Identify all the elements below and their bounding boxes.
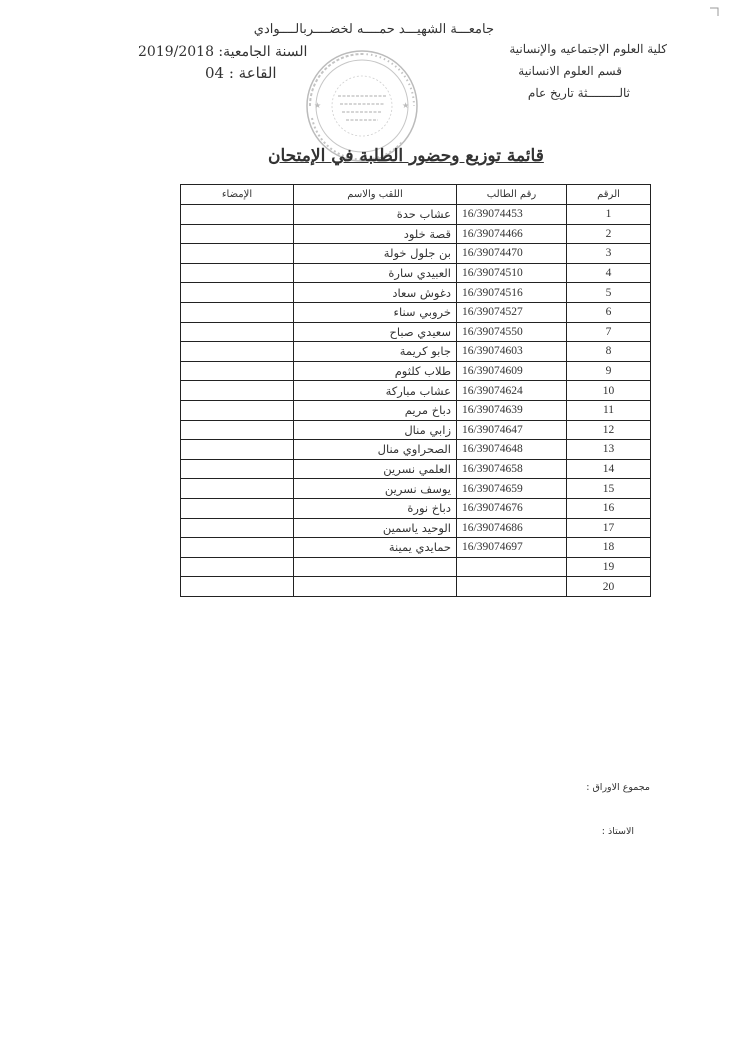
signature-cell (181, 577, 294, 597)
student-name: الوحيد ياسمين (294, 518, 457, 538)
student-name: دغوش سعاد (294, 283, 457, 303)
student-id: 16/39074466 (457, 224, 567, 244)
row-number: 20 (567, 577, 651, 597)
column-header-student-id: رقم الطالب (457, 185, 567, 205)
student-name (294, 577, 457, 597)
student-name: العبيدي سارة (294, 263, 457, 283)
student-name: حمايدي يمينة (294, 538, 457, 558)
row-number: 8 (567, 342, 651, 362)
signature-cell (181, 459, 294, 479)
table-row (181, 479, 651, 499)
table-row (181, 283, 651, 303)
table-row (181, 205, 651, 225)
student-id: 16/39074624 (457, 381, 567, 401)
signature-cell (181, 302, 294, 322)
student-name: عشاب حدة (294, 205, 457, 225)
student-id: 16/39074697 (457, 538, 567, 558)
table-row (181, 244, 651, 264)
signature-cell (181, 283, 294, 303)
signature-cell (181, 361, 294, 381)
table-row (181, 263, 651, 283)
table-row (181, 577, 651, 597)
signature-cell (181, 498, 294, 518)
student-id: 16/39074659 (457, 479, 567, 499)
department-name: قسم العلوم الانسانية (518, 64, 622, 78)
row-number: 4 (567, 263, 651, 283)
student-name: قصة خلود (294, 224, 457, 244)
student-name: دباخ نورة (294, 498, 457, 518)
student-id: 16/39074648 (457, 440, 567, 460)
signature-cell (181, 518, 294, 538)
row-number: 15 (567, 479, 651, 499)
student-id (457, 577, 567, 597)
signature-cell (181, 538, 294, 558)
row-number: 11 (567, 400, 651, 420)
student-id: 16/39074639 (457, 400, 567, 420)
total-papers-label: مجموع الاوراق : (586, 782, 650, 793)
student-name: بن جلول خولة (294, 244, 457, 264)
student-name: دباخ مريم (294, 400, 457, 420)
svg-text:★: ★ (314, 101, 322, 110)
row-number: 13 (567, 440, 651, 460)
student-id: 16/39074647 (457, 420, 567, 440)
student-id: 16/39074516 (457, 283, 567, 303)
student-name: طلاب كلثوم (294, 361, 457, 381)
student-id: 16/39074453 (457, 205, 567, 225)
row-number: 7 (567, 322, 651, 342)
exam-room: القاعة : 04 (205, 64, 277, 82)
student-id (457, 557, 567, 577)
student-id: 16/39074510 (457, 263, 567, 283)
student-name: خروبي سناء (294, 302, 457, 322)
student-name: يوسف نسرين (294, 479, 457, 499)
student-id: 16/39074527 (457, 302, 567, 322)
row-number: 18 (567, 538, 651, 558)
table-header-row (181, 185, 651, 205)
student-id: 16/39074470 (457, 244, 567, 264)
column-header-signature: الإمضاء (181, 185, 294, 205)
table-row (181, 557, 651, 577)
column-header-name: اللقب والاسم (294, 185, 457, 205)
students-table (180, 184, 651, 597)
row-number: 9 (567, 361, 651, 381)
row-number: 19 (567, 557, 651, 577)
page-corner-mark (708, 6, 720, 18)
table-row (181, 518, 651, 538)
row-number: 1 (567, 205, 651, 225)
signature-cell (181, 205, 294, 225)
professor-label: الاستاذ : (601, 826, 634, 837)
table-row (181, 224, 651, 244)
signature-cell (181, 322, 294, 342)
table-row (181, 361, 651, 381)
table-row (181, 400, 651, 420)
table-row (181, 440, 651, 460)
signature-cell (181, 557, 294, 577)
row-number: 10 (567, 381, 651, 401)
document-title: قائمة توزيع وحضور الطلبة في الإمتحان (268, 146, 544, 166)
university-name: جامعـــة الشهيـــد حمــــه لخضــــربالــــوادي (253, 22, 494, 37)
row-number: 2 (567, 224, 651, 244)
table-row (181, 498, 651, 518)
row-number: 17 (567, 518, 651, 538)
student-name: عشاب مباركة (294, 381, 457, 401)
student-id: 16/39074676 (457, 498, 567, 518)
table-row (181, 538, 651, 558)
row-number: 6 (567, 302, 651, 322)
table-row (181, 342, 651, 362)
row-number: 14 (567, 459, 651, 479)
student-id: 16/39074609 (457, 361, 567, 381)
table-row (181, 420, 651, 440)
student-name: الصحراوي منال (294, 440, 457, 460)
student-name: جابو كريمة (294, 342, 457, 362)
signature-cell (181, 244, 294, 264)
signature-cell (181, 263, 294, 283)
study-level: ثالـــــــــثة تاريخ عام (527, 86, 630, 100)
student-id: 16/39074686 (457, 518, 567, 538)
signature-cell (181, 224, 294, 244)
student-id: 16/39074550 (457, 322, 567, 342)
row-number: 12 (567, 420, 651, 440)
faculty-name: كلية العلوم الإجتماعيه والإنسانية (509, 42, 667, 56)
student-id: 16/39074603 (457, 342, 567, 362)
students-table-body (181, 205, 651, 597)
signature-cell (181, 400, 294, 420)
row-number: 5 (567, 283, 651, 303)
student-name (294, 557, 457, 577)
row-number: 3 (567, 244, 651, 264)
academic-year: السنة الجامعية: 2019/2018 (138, 44, 308, 60)
table-row (181, 381, 651, 401)
row-number: 16 (567, 498, 651, 518)
table-row (181, 302, 651, 322)
student-name: زابي منال (294, 420, 457, 440)
signature-cell (181, 479, 294, 499)
signature-cell (181, 381, 294, 401)
svg-text:★: ★ (402, 101, 410, 110)
student-id: 16/39074658 (457, 459, 567, 479)
signature-cell (181, 342, 294, 362)
table-row (181, 459, 651, 479)
column-header-number: الرقم (567, 185, 651, 205)
student-name: سعيدي صباح (294, 322, 457, 342)
signature-cell (181, 440, 294, 460)
student-name: العلمي نسرين (294, 459, 457, 479)
table-row (181, 322, 651, 342)
signature-cell (181, 420, 294, 440)
